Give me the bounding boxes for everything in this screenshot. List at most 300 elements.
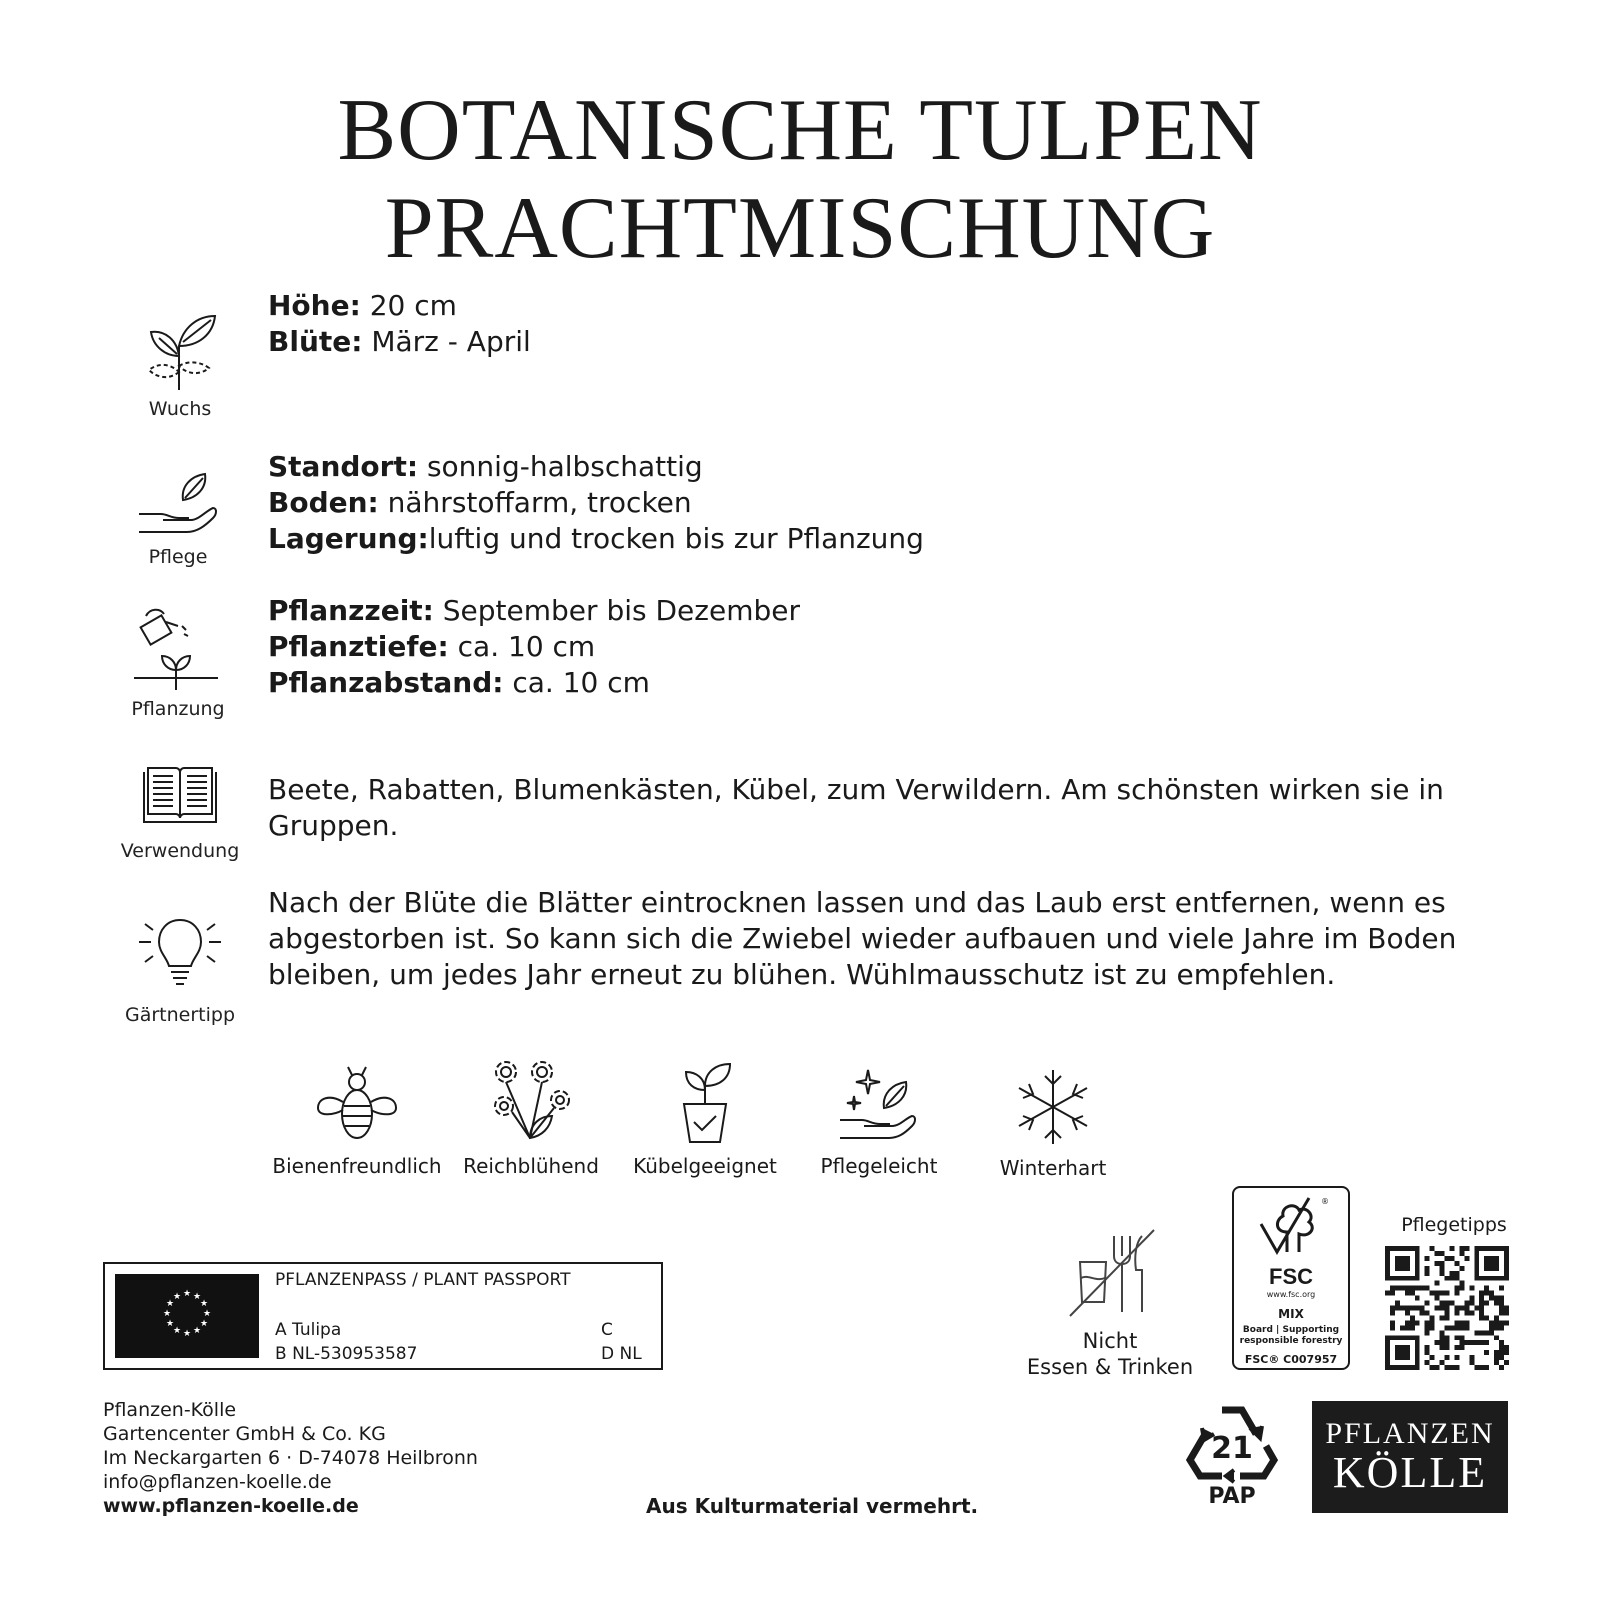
qr-module bbox=[1405, 1320, 1410, 1325]
qr-module bbox=[1440, 1335, 1445, 1340]
feature-pflegeleicht bbox=[794, 1068, 964, 1178]
svg-text:★: ★ bbox=[202, 1309, 212, 1319]
info-label: Pflanzzeit: bbox=[268, 594, 434, 627]
qr-module bbox=[1435, 1296, 1440, 1301]
company-address bbox=[103, 1398, 478, 1518]
info-value: ca. 10 cm bbox=[503, 666, 650, 699]
qr-module bbox=[1405, 1365, 1410, 1370]
info-line bbox=[268, 288, 531, 324]
feature-reichbluehend bbox=[446, 1058, 616, 1178]
qr-module bbox=[1454, 1261, 1459, 1266]
qr-module bbox=[1484, 1315, 1489, 1320]
qr-module bbox=[1459, 1340, 1464, 1345]
qr-module bbox=[1435, 1306, 1440, 1311]
qr-module bbox=[1445, 1335, 1450, 1340]
qr-module bbox=[1489, 1291, 1494, 1296]
qr-module bbox=[1504, 1266, 1509, 1271]
qr-module bbox=[1469, 1296, 1474, 1301]
qr-module bbox=[1489, 1276, 1494, 1281]
qr-module bbox=[1405, 1335, 1410, 1340]
qr-module bbox=[1454, 1355, 1459, 1360]
feature-label: Pflegeleicht bbox=[820, 1154, 938, 1178]
qr-module bbox=[1449, 1246, 1454, 1251]
qr-module bbox=[1479, 1340, 1484, 1345]
qr-module bbox=[1430, 1246, 1435, 1251]
address-line: Im Neckargarten 6 · D-74078 Heilbronn bbox=[103, 1447, 478, 1469]
qr-module bbox=[1410, 1335, 1415, 1340]
fsc-desc-2: responsible forestry bbox=[1239, 1336, 1343, 1346]
qr-module bbox=[1390, 1310, 1395, 1315]
verwendung-caption: Verwendung bbox=[120, 840, 240, 862]
qr-module bbox=[1454, 1306, 1459, 1311]
qr-module bbox=[1410, 1291, 1415, 1296]
qr-module bbox=[1479, 1296, 1484, 1301]
svg-text:★: ★ bbox=[199, 1299, 209, 1309]
pflege-info bbox=[268, 449, 924, 557]
qr-module bbox=[1385, 1355, 1390, 1360]
qr-module bbox=[1385, 1291, 1390, 1296]
qr-module bbox=[1454, 1310, 1459, 1315]
qr-module bbox=[1405, 1266, 1410, 1271]
qr-module bbox=[1425, 1325, 1430, 1330]
passport-title: PFLANZENPASS / PLANT PASSPORT bbox=[275, 1270, 571, 1290]
qr-module bbox=[1430, 1315, 1435, 1320]
info-label: Lagerung: bbox=[268, 522, 429, 555]
title-line-2: PRACHTMISCHUNG bbox=[384, 180, 1216, 277]
qr-module bbox=[1454, 1276, 1459, 1281]
qr-module bbox=[1469, 1340, 1474, 1345]
qr-module bbox=[1440, 1266, 1445, 1271]
qr-module bbox=[1474, 1266, 1479, 1271]
svg-text:★: ★ bbox=[182, 1289, 192, 1299]
qr-module bbox=[1474, 1261, 1479, 1266]
qr-module bbox=[1469, 1360, 1474, 1365]
qr-module bbox=[1484, 1365, 1489, 1370]
qr-module bbox=[1499, 1345, 1504, 1350]
qr-module bbox=[1395, 1261, 1400, 1266]
qr-module bbox=[1484, 1330, 1489, 1335]
qr-module bbox=[1425, 1271, 1430, 1276]
info-label: Pflanztiefe: bbox=[268, 630, 449, 663]
qr-module bbox=[1385, 1335, 1390, 1340]
qr-module bbox=[1385, 1276, 1390, 1281]
qr-module bbox=[1405, 1355, 1410, 1360]
qr-module bbox=[1410, 1246, 1415, 1251]
qr-module bbox=[1415, 1350, 1420, 1355]
qr-module bbox=[1469, 1286, 1474, 1291]
qr-module bbox=[1454, 1335, 1459, 1340]
qr-module bbox=[1484, 1261, 1489, 1266]
qr-module bbox=[1405, 1261, 1410, 1266]
qr-module bbox=[1435, 1340, 1440, 1345]
svg-text:★: ★ bbox=[172, 1292, 182, 1302]
qr-module bbox=[1400, 1286, 1405, 1291]
qr-module bbox=[1415, 1266, 1420, 1271]
qr-module bbox=[1474, 1256, 1479, 1261]
qr-module bbox=[1479, 1306, 1484, 1311]
info-value: September bis Dezember bbox=[433, 594, 800, 627]
qr-module bbox=[1430, 1320, 1435, 1325]
qr-module bbox=[1464, 1340, 1469, 1345]
qr-module bbox=[1459, 1320, 1464, 1325]
qr-module bbox=[1410, 1325, 1415, 1330]
qr-module bbox=[1504, 1251, 1509, 1256]
plant-leaves-icon bbox=[135, 306, 225, 392]
qr-module bbox=[1440, 1345, 1445, 1350]
qr-module bbox=[1440, 1271, 1445, 1276]
qr-module bbox=[1494, 1266, 1499, 1271]
qr-module bbox=[1474, 1365, 1479, 1370]
qr-module bbox=[1425, 1286, 1430, 1291]
qr-module bbox=[1385, 1271, 1390, 1276]
qr-module bbox=[1385, 1266, 1390, 1271]
qr-module bbox=[1445, 1315, 1450, 1320]
qr-module bbox=[1405, 1256, 1410, 1261]
qr-module bbox=[1479, 1301, 1484, 1306]
svg-text:★: ★ bbox=[182, 1329, 192, 1339]
qr-module bbox=[1474, 1340, 1479, 1345]
qr-module bbox=[1425, 1256, 1430, 1261]
qr-module bbox=[1499, 1320, 1504, 1325]
feature-kuebelgeeignet bbox=[620, 1060, 790, 1178]
qr-module bbox=[1415, 1306, 1420, 1311]
qr-module bbox=[1405, 1325, 1410, 1330]
qr-module bbox=[1504, 1320, 1509, 1325]
qr-module bbox=[1400, 1266, 1405, 1271]
qr-module bbox=[1400, 1350, 1405, 1355]
sparkle-hand-leaf-icon bbox=[834, 1068, 924, 1144]
qr-code-icon[interactable] bbox=[1385, 1246, 1509, 1370]
qr-module bbox=[1474, 1306, 1479, 1311]
qr-module bbox=[1435, 1281, 1440, 1286]
qr-module bbox=[1469, 1301, 1474, 1306]
gaertnertipp-section-icon bbox=[120, 914, 240, 1026]
recycling-code: PAP bbox=[1208, 1484, 1256, 1509]
info-label: Höhe: bbox=[268, 289, 361, 322]
fsc-url: www.fsc.org bbox=[1266, 1290, 1316, 1299]
qr-module bbox=[1390, 1286, 1395, 1291]
qr-module bbox=[1440, 1330, 1445, 1335]
info-value: nährstoffarm, trocken bbox=[378, 486, 692, 519]
qr-module bbox=[1440, 1301, 1445, 1306]
qr-module bbox=[1459, 1266, 1464, 1271]
qr-module bbox=[1449, 1365, 1454, 1370]
qr-module bbox=[1469, 1355, 1474, 1360]
qr-module bbox=[1464, 1325, 1469, 1330]
qr-module bbox=[1459, 1325, 1464, 1330]
qr-module bbox=[1385, 1246, 1390, 1251]
qr-module bbox=[1390, 1306, 1395, 1311]
snowflake-icon bbox=[1013, 1068, 1093, 1146]
qr-module bbox=[1474, 1246, 1479, 1251]
qr-module bbox=[1494, 1301, 1499, 1306]
qr-module bbox=[1445, 1325, 1450, 1330]
qr-module bbox=[1390, 1246, 1395, 1251]
pflege-section-icon bbox=[118, 470, 238, 568]
qr-module bbox=[1459, 1345, 1464, 1350]
svg-text:★: ★ bbox=[165, 1319, 175, 1329]
qr-module bbox=[1494, 1256, 1499, 1261]
qr-module bbox=[1484, 1291, 1489, 1296]
qr-module bbox=[1504, 1306, 1509, 1311]
qr-module bbox=[1479, 1291, 1484, 1296]
qr-module bbox=[1395, 1246, 1400, 1251]
verwendung-section-icon bbox=[120, 764, 240, 862]
qr-module bbox=[1449, 1256, 1454, 1261]
qr-module bbox=[1445, 1256, 1450, 1261]
qr-module bbox=[1504, 1256, 1509, 1261]
qr-module bbox=[1415, 1261, 1420, 1266]
qr-module bbox=[1435, 1261, 1440, 1266]
qr-module bbox=[1395, 1350, 1400, 1355]
qr-module bbox=[1400, 1325, 1405, 1330]
qr-module bbox=[1489, 1261, 1494, 1266]
qr-module bbox=[1395, 1335, 1400, 1340]
qr-module bbox=[1464, 1301, 1469, 1306]
qr-module bbox=[1415, 1335, 1420, 1340]
qr-module bbox=[1479, 1330, 1484, 1335]
no-eat-drink-icon bbox=[1060, 1222, 1160, 1322]
qr-module bbox=[1499, 1350, 1504, 1355]
qr-module bbox=[1385, 1340, 1390, 1345]
qr-module bbox=[1504, 1276, 1509, 1281]
qr-module bbox=[1504, 1360, 1509, 1365]
qr-module bbox=[1464, 1246, 1469, 1251]
qr-module bbox=[1415, 1360, 1420, 1365]
qr-caption: Pflegetipps bbox=[1401, 1214, 1507, 1236]
kultur-note: Aus Kulturmaterial vermehrt. bbox=[646, 1494, 979, 1518]
qr-module bbox=[1504, 1271, 1509, 1276]
address-website: www.pflanzen-koelle.de bbox=[103, 1495, 359, 1517]
feature-label: Reichblühend bbox=[463, 1154, 599, 1178]
feature-label: Bienenfreundlich bbox=[272, 1154, 442, 1178]
qr-module bbox=[1494, 1315, 1499, 1320]
qr-module bbox=[1499, 1310, 1504, 1315]
qr-module bbox=[1405, 1276, 1410, 1281]
qr-module bbox=[1459, 1306, 1464, 1311]
qr-module bbox=[1494, 1350, 1499, 1355]
svg-text:★: ★ bbox=[192, 1292, 202, 1302]
qr-module bbox=[1479, 1246, 1484, 1251]
fsc-tree-check-icon bbox=[1251, 1194, 1331, 1260]
recycling-mark bbox=[1182, 1398, 1282, 1509]
qr-module bbox=[1499, 1286, 1504, 1291]
plant-passport-box bbox=[103, 1262, 663, 1370]
qr-module bbox=[1410, 1315, 1415, 1320]
not-for-consumption bbox=[1025, 1222, 1195, 1380]
qr-module bbox=[1484, 1246, 1489, 1251]
qr-module bbox=[1395, 1306, 1400, 1311]
qr-module bbox=[1390, 1276, 1395, 1281]
qr-module bbox=[1410, 1286, 1415, 1291]
qr-module bbox=[1489, 1296, 1494, 1301]
qr-module bbox=[1489, 1266, 1494, 1271]
qr-module bbox=[1445, 1291, 1450, 1296]
qr-module bbox=[1504, 1310, 1509, 1315]
qr-module bbox=[1479, 1365, 1484, 1370]
qr-module bbox=[1449, 1325, 1454, 1330]
qr-module bbox=[1425, 1310, 1430, 1315]
qr-module bbox=[1395, 1345, 1400, 1350]
wuchs-caption: Wuchs bbox=[148, 398, 212, 420]
passport-field-c: C bbox=[601, 1320, 613, 1340]
qr-module bbox=[1390, 1365, 1395, 1370]
qr-module bbox=[1395, 1286, 1400, 1291]
eu-flag-icon bbox=[115, 1274, 259, 1358]
qr-module bbox=[1400, 1365, 1405, 1370]
qr-module bbox=[1430, 1365, 1435, 1370]
qr-module bbox=[1454, 1286, 1459, 1291]
qr-module bbox=[1464, 1256, 1469, 1261]
fsc-label bbox=[1232, 1186, 1350, 1370]
fsc-mix: MIX bbox=[1278, 1307, 1304, 1321]
qr-module bbox=[1499, 1355, 1504, 1360]
qr-module bbox=[1415, 1345, 1420, 1350]
qr-module bbox=[1415, 1276, 1420, 1281]
qr-module bbox=[1484, 1286, 1489, 1291]
qr-module bbox=[1504, 1345, 1509, 1350]
qr-module bbox=[1440, 1340, 1445, 1345]
qr-module bbox=[1445, 1345, 1450, 1350]
qr-module bbox=[1395, 1365, 1400, 1370]
recycling-number: 21 bbox=[1211, 1431, 1253, 1466]
no-eat-line-1: Nicht bbox=[1082, 1329, 1138, 1353]
qr-module bbox=[1405, 1345, 1410, 1350]
qr-module bbox=[1400, 1276, 1405, 1281]
qr-module bbox=[1395, 1266, 1400, 1271]
qr-module bbox=[1489, 1325, 1494, 1330]
qr-module bbox=[1400, 1335, 1405, 1340]
qr-module bbox=[1454, 1325, 1459, 1330]
qr-module bbox=[1454, 1365, 1459, 1370]
qr-module bbox=[1494, 1335, 1499, 1340]
qr-module bbox=[1474, 1271, 1479, 1276]
qr-module bbox=[1445, 1301, 1450, 1306]
svg-text:★: ★ bbox=[192, 1326, 202, 1336]
qr-module bbox=[1420, 1306, 1425, 1311]
qr-module bbox=[1489, 1256, 1494, 1261]
svg-text:★: ★ bbox=[172, 1326, 182, 1336]
brand-logo bbox=[1312, 1401, 1508, 1513]
qr-module bbox=[1484, 1266, 1489, 1271]
qr-module bbox=[1425, 1345, 1430, 1350]
product-title bbox=[0, 82, 1600, 278]
info-value: 20 cm bbox=[360, 289, 457, 322]
qr-module bbox=[1494, 1296, 1499, 1301]
qr-module bbox=[1385, 1360, 1390, 1365]
qr-module bbox=[1484, 1301, 1489, 1306]
qr-module bbox=[1484, 1340, 1489, 1345]
qr-module bbox=[1454, 1345, 1459, 1350]
qr-module bbox=[1435, 1251, 1440, 1256]
qr-module bbox=[1494, 1325, 1499, 1330]
qr-module bbox=[1430, 1355, 1435, 1360]
passport-field-a: A Tulipa bbox=[275, 1320, 342, 1340]
qr-module bbox=[1479, 1276, 1484, 1281]
eu-stars-icon bbox=[115, 1274, 259, 1358]
info-label: Pflanzabstand: bbox=[268, 666, 504, 699]
address-line: Gartencenter GmbH & Co. KG bbox=[103, 1423, 386, 1445]
qr-module bbox=[1415, 1256, 1420, 1261]
hand-leaf-icon bbox=[133, 470, 223, 540]
qr-module bbox=[1489, 1320, 1494, 1325]
feature-bienenfreundlich bbox=[272, 1064, 442, 1178]
feature-label: Winterhart bbox=[999, 1156, 1107, 1180]
qr-module bbox=[1390, 1325, 1395, 1330]
qr-module bbox=[1499, 1340, 1504, 1345]
bee-icon bbox=[312, 1064, 402, 1144]
qr-module bbox=[1385, 1261, 1390, 1266]
qr-module bbox=[1395, 1256, 1400, 1261]
info-label: Standort: bbox=[268, 450, 419, 483]
qr-module bbox=[1445, 1276, 1450, 1281]
feature-winterhart bbox=[968, 1068, 1138, 1180]
qr-module bbox=[1435, 1291, 1440, 1296]
pflanzung-section-icon bbox=[118, 604, 238, 720]
fsc-word: FSC bbox=[1269, 1264, 1313, 1289]
qr-module bbox=[1499, 1306, 1504, 1311]
qr-module bbox=[1445, 1365, 1450, 1370]
qr-module bbox=[1420, 1286, 1425, 1291]
qr-module bbox=[1385, 1251, 1390, 1256]
feature-label: Kübelgeeignet bbox=[633, 1154, 777, 1178]
qr-module bbox=[1400, 1261, 1405, 1266]
qr-module bbox=[1405, 1306, 1410, 1311]
qr-module bbox=[1479, 1310, 1484, 1315]
qr-module bbox=[1499, 1296, 1504, 1301]
qr-module bbox=[1445, 1355, 1450, 1360]
qr-module bbox=[1489, 1246, 1494, 1251]
pflanzung-caption: Pflanzung bbox=[131, 698, 225, 720]
qr-module bbox=[1479, 1315, 1484, 1320]
info-value: luftig und trocken bis zur Pflanzung bbox=[428, 522, 924, 555]
qr-module bbox=[1395, 1355, 1400, 1360]
qr-module bbox=[1449, 1271, 1454, 1276]
qr-module bbox=[1435, 1365, 1440, 1370]
qr-module bbox=[1464, 1310, 1469, 1315]
qr-module bbox=[1395, 1301, 1400, 1306]
qr-module bbox=[1440, 1360, 1445, 1365]
qr-module bbox=[1385, 1345, 1390, 1350]
wuchs-section-icon bbox=[120, 306, 240, 420]
qr-module bbox=[1395, 1276, 1400, 1281]
qr-module bbox=[1469, 1310, 1474, 1315]
qr-module bbox=[1499, 1246, 1504, 1251]
qr-module bbox=[1474, 1251, 1479, 1256]
qr-module bbox=[1405, 1246, 1410, 1251]
qr-module bbox=[1400, 1306, 1405, 1311]
qr-module bbox=[1449, 1301, 1454, 1306]
svg-text:®: ® bbox=[1321, 1197, 1329, 1206]
qr-module bbox=[1504, 1261, 1509, 1266]
qr-module bbox=[1415, 1251, 1420, 1256]
qr-module bbox=[1504, 1246, 1509, 1251]
fsc-desc-1: Board | Supporting bbox=[1242, 1325, 1340, 1335]
info-label: Blüte: bbox=[268, 325, 363, 358]
qr-module bbox=[1499, 1276, 1504, 1281]
qr-module bbox=[1415, 1286, 1420, 1291]
qr-module bbox=[1484, 1350, 1489, 1355]
verwendung-text: Beete, Rabatten, Blumenkästen, Kübel, zum Verwildern. Am schönsten wirken sie in Gruppen. bbox=[268, 773, 1444, 842]
qr-module bbox=[1504, 1350, 1509, 1355]
qr-module bbox=[1425, 1320, 1430, 1325]
qr-module bbox=[1499, 1325, 1504, 1330]
qr-module bbox=[1445, 1310, 1450, 1315]
qr-module bbox=[1415, 1355, 1420, 1360]
qr-module bbox=[1459, 1251, 1464, 1256]
info-line bbox=[268, 449, 924, 485]
qr-module bbox=[1494, 1320, 1499, 1325]
